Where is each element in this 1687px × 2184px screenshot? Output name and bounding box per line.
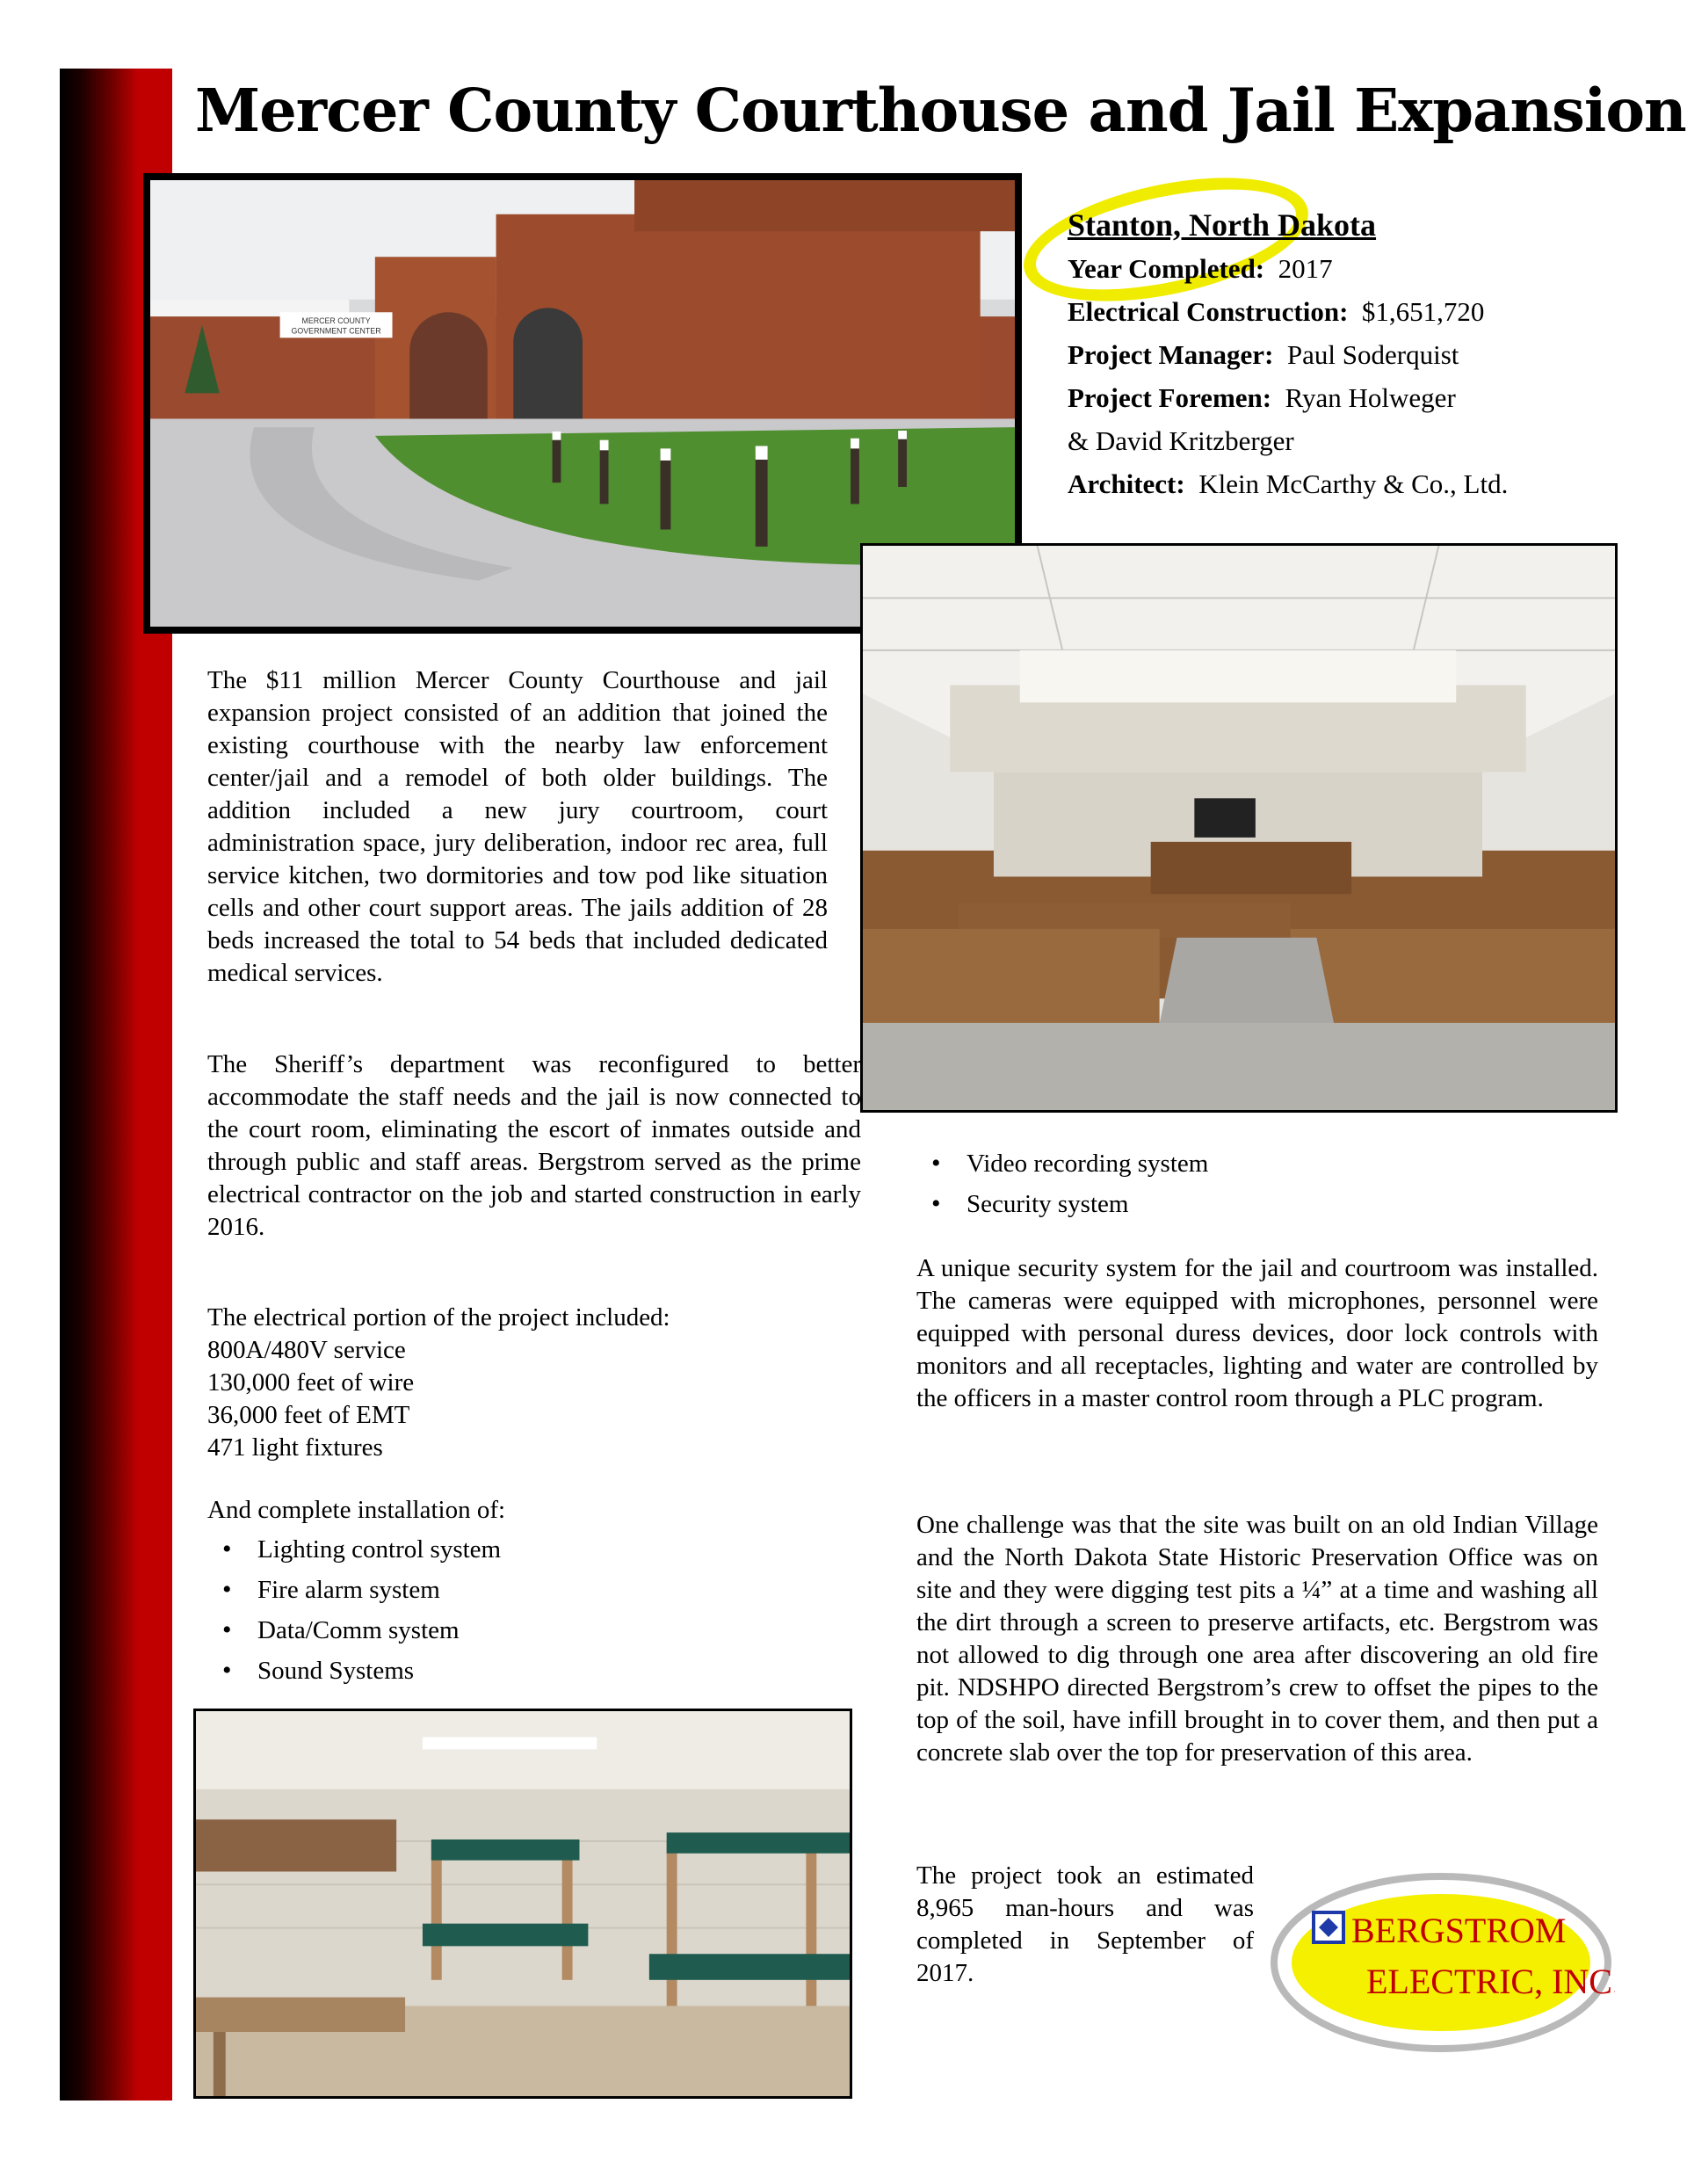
- install-list: [207, 1529, 822, 1691]
- project-foremen-continued: & David Kritzberger: [1068, 425, 1294, 456]
- completion-text: [916, 1860, 1254, 1990]
- project-manager-row: Project Manager: Paul Soderquist: [1068, 339, 1459, 370]
- project-location: Stanton, North Dakota: [1068, 207, 1377, 243]
- electrical-construction-row: Electrical Construction: $1,651,720: [1068, 296, 1485, 327]
- completion-paragraph: The project took an estimated 8,965 man-hours and was completed in September of 2017.: [916, 1861, 1254, 1987]
- spec-fixtures: 471 light fixtures: [207, 1433, 383, 1462]
- right-bullets: [916, 1143, 1619, 1224]
- list-item: • Data/Comm system: [207, 1610, 822, 1651]
- bergstrom-logo: [1268, 1870, 1615, 2055]
- list-item: • Sound Systems: [207, 1651, 822, 1691]
- dormitory-photo: [193, 1709, 852, 2099]
- security-text: [916, 1252, 1598, 1415]
- project-info-block: [1068, 204, 1508, 505]
- sheriff-paragraph: The Sheriff’s department was reconfigured to better accommodate the staff needs and the jail is now connected to the court room, eliminating the escort of inmates outside and through public and staff areas. Bergstrom served as the prime electrical contractor on the job and started construction in early 2016.: [207, 1050, 861, 1241]
- list-item: • Fire alarm system: [207, 1570, 822, 1610]
- system-list: [916, 1143, 1619, 1224]
- installation-block: [207, 1494, 822, 1691]
- list-item: • Security system: [916, 1184, 1619, 1224]
- list-item: • Video recording system: [916, 1143, 1619, 1184]
- intro-paragraph: The $11 million Mercer County Courthouse and jail expansion project consisted of an addition that joined the existing courthouse with the nearby law enforcement center/jail and a remodel of both older buildings. The addition included a new jury courtroom, court administration space, jury deliberation, indoor rec area, full service kitchen, two dormitories and tow pod like situation cells and other court support areas. The jails addition of 28 beds increased the total to 54 beds that included dedicated medical services.: [207, 666, 828, 987]
- svg-text:GOVERNMENT CENTER: GOVERNMENT CENTER: [291, 326, 381, 336]
- courtroom-photo: [860, 543, 1618, 1113]
- spec-emt: 36,000 feet of EMT: [207, 1401, 410, 1429]
- intro-text: [207, 664, 828, 990]
- page-title: Mercer County Courthouse and Jail Expansion: [195, 76, 1686, 145]
- architect-row: Architect: Klein McCarthy & Co., Ltd.: [1068, 468, 1509, 499]
- spec-wire: 130,000 feet of wire: [207, 1368, 415, 1397]
- electrical-specs: [207, 1302, 822, 1464]
- install-intro: And complete installation of:: [207, 1496, 506, 1524]
- building-sign-text: MERCER COUNTY: [301, 316, 371, 325]
- list-item: • Lighting control system: [207, 1529, 822, 1570]
- challenge-text: [916, 1509, 1598, 1769]
- spec-service: 800A/480V service: [207, 1336, 406, 1364]
- year-completed-row: Year Completed: 2017: [1068, 253, 1333, 284]
- project-foremen-row: Project Foremen: Ryan Holweger: [1068, 382, 1456, 413]
- logo-line2: ELECTRIC, INC.: [1366, 1962, 1615, 2001]
- security-paragraph: A unique security system for the jail and courtroom was installed. The cameras were equipped with microphones, personnel were equipped with personal duress devices, door lock controls with monitors and all receptacles, lighting and water are controlled by the officers in a master control room through a PLC program.: [916, 1254, 1598, 1412]
- challenge-paragraph: One challenge was that the site was built on an old Indian Village and the North Dakota State Historic Preservation Office was on site and they were digging test pits a ¼” at a time and washing all the dirt through a screen to preserve artifacts, etc. Bergstrom was not allowed to dig through one area after discovering an old fire pit. NDSHPO directed Bergstrom’s crew to offset the pipes to the top of the soil, have infill brought in to cover them, and then put a concrete slab over the top for preservation of this area.: [916, 1511, 1598, 1767]
- logo-line1: BERGSTROM: [1351, 1911, 1567, 1950]
- electrical-intro: The electrical portion of the project included:: [207, 1303, 670, 1331]
- sheriff-text: [207, 1048, 861, 1244]
